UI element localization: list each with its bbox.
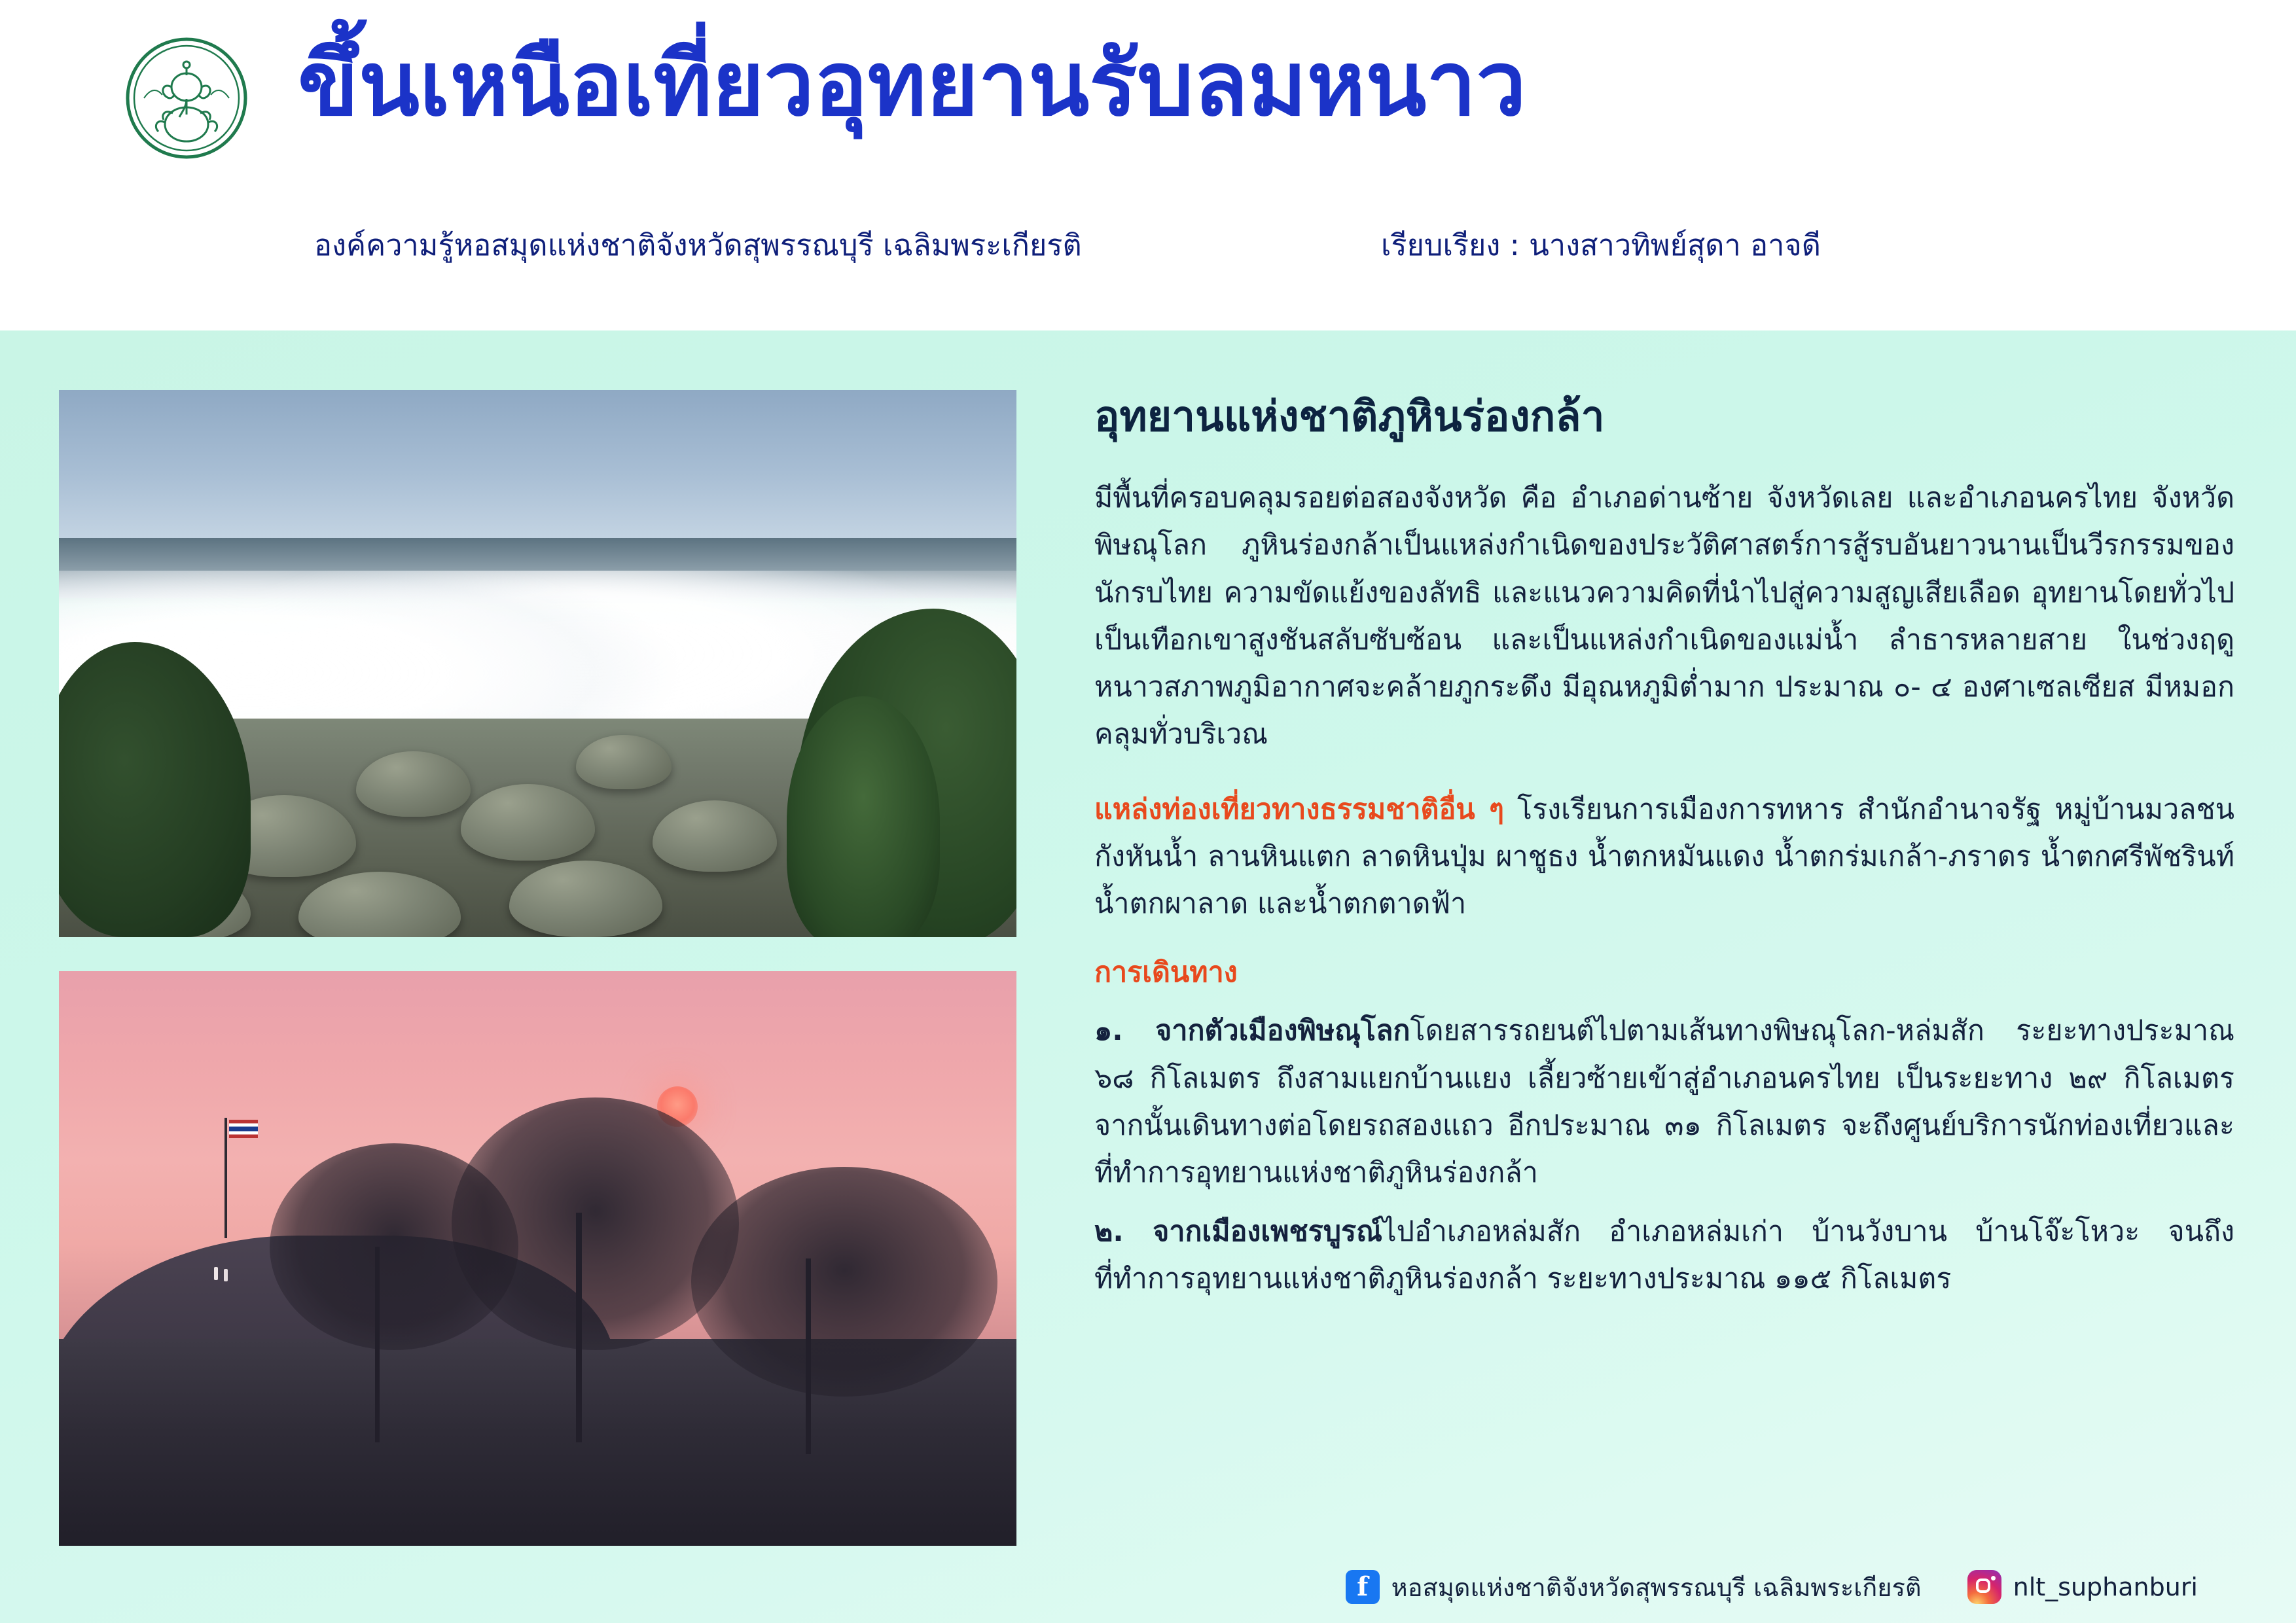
photo1-foliage-right-lower: [787, 696, 940, 937]
attractions-text: โรงเรียนการเมืองการทหาร สำนักอำนาจรัฐ หมู่บ้านมวลชน กังหันน้ำ ลานหินแตก ลาดหินปุ่ม ผาชูธง น้ำตกหมันแดง น้ำตกร่มเกล้า-ภราดร น้ำตกศรีพัชรินท์ น้ำตกผาลาด และน้ำตกตาดฟ้า: [1094, 793, 2235, 921]
photo2-thai-flag: [229, 1120, 258, 1138]
article-column: [1094, 390, 2234, 1315]
organization-subtitle: องค์ความรู้หอสมุดแห่งชาติจังหวัดสุพรรณบุรี เฉลิมพระเกียรติ: [314, 228, 1082, 262]
author-credit: เรียบเรียง : นางสาวทิพย์สุดา อาจดี: [1381, 228, 1821, 262]
travel-heading: การเดินทาง: [1094, 956, 1238, 990]
sea-of-clouds-photo: [59, 390, 1016, 937]
travel-item-2-lead: ๒. จากเมืองเพชรบูรณ์: [1094, 1215, 1383, 1249]
travel-item-1-lead: ๑. จากตัวเมืองพิษณุโลก: [1094, 1014, 1410, 1048]
photo2-tree-trunk: [576, 1213, 582, 1442]
travel-item-2-text: ไปอำเภอหล่มสัก อำเภอหล่มเก่า บ้านวังบาน บ้านโจ๊ะโหวะ จนถึงที่ทำการอุทยานแห่งชาติภูหินร่องกล้า ระยะทางประมาณ ๑๑๕ กิโลเมตร: [1094, 1215, 2234, 1296]
photo2-person: [214, 1267, 218, 1280]
park-title: อุทยานแห่งชาติภูหินร่องกล้า: [1094, 393, 1605, 441]
photo2-tree-trunk: [806, 1258, 811, 1454]
facebook-label: หอสมุดแห่งชาติจังหวัดสุพรรณบุรี เฉลิมพระเกียรติ: [1391, 1573, 1922, 1602]
travel-item-1: [1094, 1007, 2234, 1196]
photo2-flagpole: [224, 1118, 227, 1238]
instagram-icon[interactable]: [1967, 1570, 2001, 1604]
instagram-link[interactable]: [1967, 1570, 2198, 1604]
travel-item-2: [1094, 1208, 2234, 1302]
instagram-label: nlt_suphanburi: [2013, 1573, 2198, 1601]
facebook-icon[interactable]: [1346, 1570, 1380, 1604]
sunset-flag-photo: [59, 971, 1016, 1546]
intro-paragraph: มีพื้นที่ครอบคลุมรอยต่อสองจังหวัด คือ อำเภอด่านซ้าย จังหวัดเลย และอำเภอนครไทย จังหวัดพิษณุโลก ภูหินร่องกล้าเป็นแหล่งกำเนิดของประวัติศาสตร์การสู้รบอันยาวนานเป็นวีรกรรมของนักรบไทย ความขัดแย้งของลัทธิ และแนวความคิดที่นำไปสู่ความสูญเสียเลือด อุทยานโดยทั่วไปเป็นเทือกเขาสูงชันสลับซับซ้อน และเป็นแหล่งกำเนิดของแม่น้ำ ลำธารหลายสาย ในช่วงฤดูหนาวสภาพภูมิอากาศจะคล้ายภูกระดึง มีอุณหภูมิต่ำมาก ประมาณ ๐- ๔ องศาเซลเซียส มีหมอกคลุมทั่วบริเวณ: [1094, 482, 2234, 751]
facebook-link[interactable]: [1346, 1567, 1922, 1607]
attractions-label: แหล่งท่องเที่ยวทางธรรมชาติอื่น ๆ: [1094, 793, 1505, 826]
photo2-tree-canopy: [691, 1167, 997, 1397]
social-footer: [0, 1551, 2296, 1623]
photo2-person: [224, 1269, 228, 1281]
attractions-paragraph: [1094, 786, 2234, 928]
page-title: ขึ้นเหนือเที่ยวอุทยานรับลมหนาว: [298, 33, 1526, 136]
ganesha-seal-logo: [124, 36, 249, 160]
photo2-tree-trunk: [375, 1247, 380, 1442]
page-header: [0, 0, 2296, 330]
photo2-tree-canopy: [452, 1097, 739, 1350]
travel-item-1-text: โดยสารรถยนต์ไปตามเส้นทางพิษณุโลก-หล่มสัก ระยะทางประมาณ ๖๘ กิโลเมตร ถึงสามแยกบ้านแยง เลี้ยวซ้ายเข้าสู่อำเภอนครไทย เป็นระยะทาง ๒๙ กิโลเมตร จากนั้นเดินทางต่อโดยรถสองแถว อีกประมาณ ๓๑ กิโลเมตร จะถึงศูนย์บริการนักท่องเที่ยวและที่ทำการอุทยานแห่งชาติภูหินร่องกล้า: [1094, 1014, 2234, 1189]
